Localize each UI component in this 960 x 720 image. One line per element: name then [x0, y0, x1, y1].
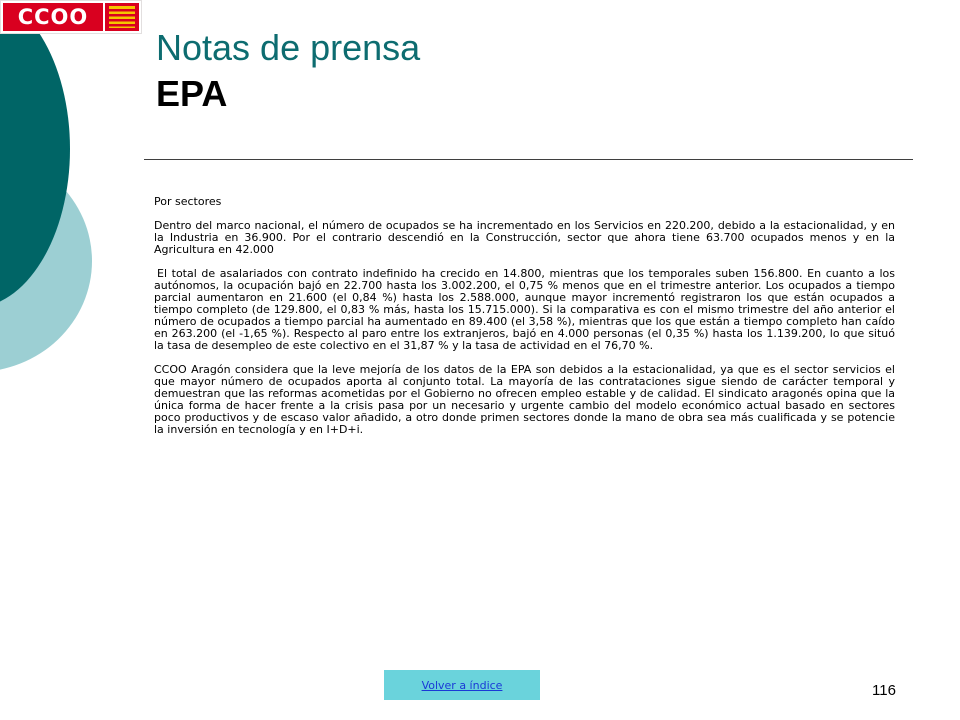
- aragon-flag-icon: [105, 3, 139, 31]
- divider: [144, 159, 913, 160]
- article-body: [154, 196, 895, 436]
- page-number: 116: [872, 682, 896, 699]
- paragraph-asalariados: El total de asalariados con contrato indefinido ha crecido en 14.800, mientras que los temporales suben 156.800. En cuanto a los autónomos, la ocupación bajó en 22.700 hasta los 3.002.200, el 0,75 % menos que en el trimestre anterior. Los ocupados a tiempo parcial aumentaron en 21.600 (el 0,84 %) hasta los 2.588.000, aunque mayor incrementó registraron los que están ocupados a tiempo completo (de 129.800, el 0,83 % más, hasta los 15.715.000). Si la comparativa es con el mismo trimestre del año anterior el número de ocupados a tiempo parcial ha aumentado en 89.400 (el 3,58 %), mientras que los que están a tiempo completo han caído en 263.200 (el -1,65 %). Respecto al paro entre los extranjeros, bajó en 4.000 personas (el 0,35 %) hasta los 1.139.200, lo que situó la tasa de desempleo de este colectivo en el 31,87 % y la tasa de actividad en el 76,70 %.: [154, 267, 895, 352]
- page-title: Notas de prensa: [156, 27, 421, 68]
- logo-text: CCOO: [3, 3, 103, 31]
- back-to-index-link[interactable]: Volver a índice: [384, 670, 540, 700]
- paragraph-national: Dentro del marco nacional, el número de ocupados se ha incrementado en los Servicios en 220.200, debido a la estacionalidad, y en la Industria en 36.900. Por el contrario descendió en la Construcción, sector que ahora tiene 63.700 ocupados menos y en la Agricultura en 42.000: [154, 219, 895, 256]
- section-heading: Por sectores: [154, 195, 222, 208]
- paragraph-ccoo-aragon: CCOO Aragón considera que la leve mejoría de los datos de la EPA son debidos a la estacionalidad, ya que es el sector servicios el que mayor número de ocupados aporta al conjunto total. La mayoría de las contrataciones sigue siendo de carácter temporal y demuestran que las reformas acometidas por el Gobierno no ofrecen empleo estable y de calidad. El sindicato aragonés opina que la única forma de hacer frente a la crisis pasa por un necesario y urgente cambio del modelo económico actual basado en sectores poco productivos y de escaso valor añadido, a otro donde primen sectores donde la mano de obra sea más cualificada y se potencie la inversión en tecnología y en I+D+i.: [154, 363, 895, 436]
- ccoo-logo: [0, 0, 142, 34]
- page-subtitle: EPA: [156, 73, 228, 114]
